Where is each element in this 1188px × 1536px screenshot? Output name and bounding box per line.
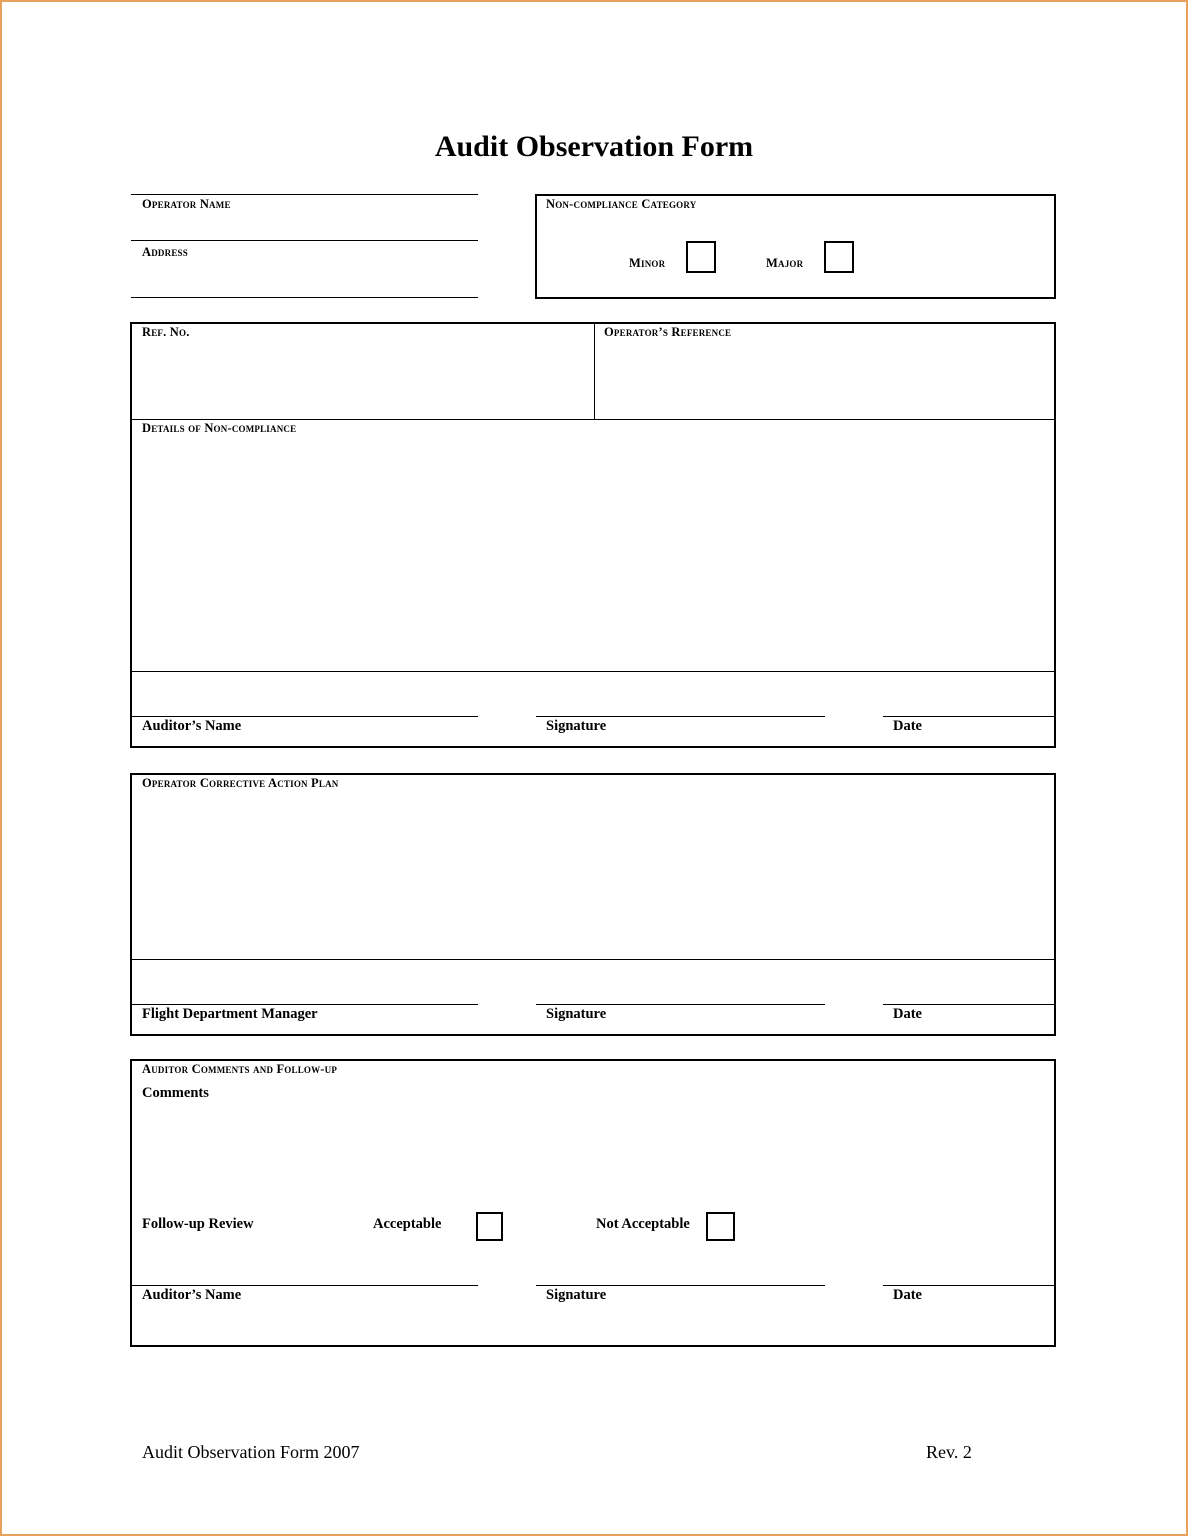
footer-form-name: Audit Observation Form 2007: [142, 1442, 360, 1462]
auditor-date-line[interactable]: [883, 716, 1054, 717]
footer-revision: Rev. 2: [926, 1442, 972, 1462]
acceptable-label: Acceptable: [373, 1216, 442, 1232]
action-plan-field[interactable]: [132, 797, 1054, 957]
followup-date-line[interactable]: [883, 1285, 1054, 1286]
major-checkbox[interactable]: [824, 241, 854, 273]
auditor-signature-label: Signature: [546, 718, 607, 734]
not-acceptable-label: Not Acceptable: [596, 1216, 690, 1232]
followup-signature-line[interactable]: [536, 1285, 825, 1286]
auditor-name-label: Auditor’s Name: [142, 718, 242, 734]
ref-no-label: Ref. No.: [142, 325, 190, 339]
manager-date-line[interactable]: [883, 1004, 1054, 1005]
acceptable-checkbox[interactable]: [476, 1212, 503, 1241]
followup-review-label: Follow-up Review: [142, 1216, 254, 1232]
followup-label: Auditor Comments and Follow-up: [142, 1062, 338, 1076]
ref-bottom-line: [132, 419, 1054, 420]
page-title: Audit Observation Form: [434, 130, 754, 163]
followup-signature-label: Signature: [546, 1287, 607, 1303]
operator-reference-field[interactable]: [596, 345, 1052, 417]
auditor-signature-line[interactable]: [536, 716, 825, 717]
operator-reference-label: Operator’s Reference: [604, 325, 732, 339]
address-field-line[interactable]: [131, 297, 478, 298]
operator-name-field-line[interactable]: [131, 240, 478, 241]
minor-label: Minor: [629, 256, 666, 270]
followup-date-label: Date: [893, 1287, 922, 1303]
manager-signature-label: Signature: [546, 1006, 607, 1022]
ref-no-field[interactable]: [132, 345, 592, 417]
not-acceptable-checkbox[interactable]: [706, 1212, 735, 1241]
operator-name-top-line: [131, 194, 478, 195]
details-bottom-line: [132, 671, 1054, 672]
auditor-name-line[interactable]: [132, 716, 478, 717]
action-plan-bottom-line: [132, 959, 1054, 960]
manager-date-label: Date: [893, 1006, 922, 1022]
auditor-date-label: Date: [893, 718, 922, 734]
minor-checkbox[interactable]: [686, 241, 716, 273]
major-label: Major: [766, 256, 804, 270]
category-label: Non-compliance Category: [546, 197, 697, 211]
comments-label: Comments: [142, 1085, 209, 1101]
manager-name-line[interactable]: [132, 1004, 478, 1005]
followup-auditor-name-label: Auditor’s Name: [142, 1287, 242, 1303]
details-field[interactable]: [132, 442, 1054, 669]
details-label: Details of Non-compliance: [142, 421, 297, 435]
comments-field[interactable]: [132, 1106, 1054, 1202]
manager-signature-line[interactable]: [536, 1004, 825, 1005]
action-plan-label: Operator Corrective Action Plan: [142, 776, 339, 790]
address-label: Address: [142, 245, 188, 259]
manager-label: Flight Department Manager: [142, 1006, 318, 1022]
ref-divider: [594, 323, 595, 419]
operator-name-label: Operator Name: [142, 197, 231, 211]
followup-auditor-name-line[interactable]: [132, 1285, 478, 1286]
